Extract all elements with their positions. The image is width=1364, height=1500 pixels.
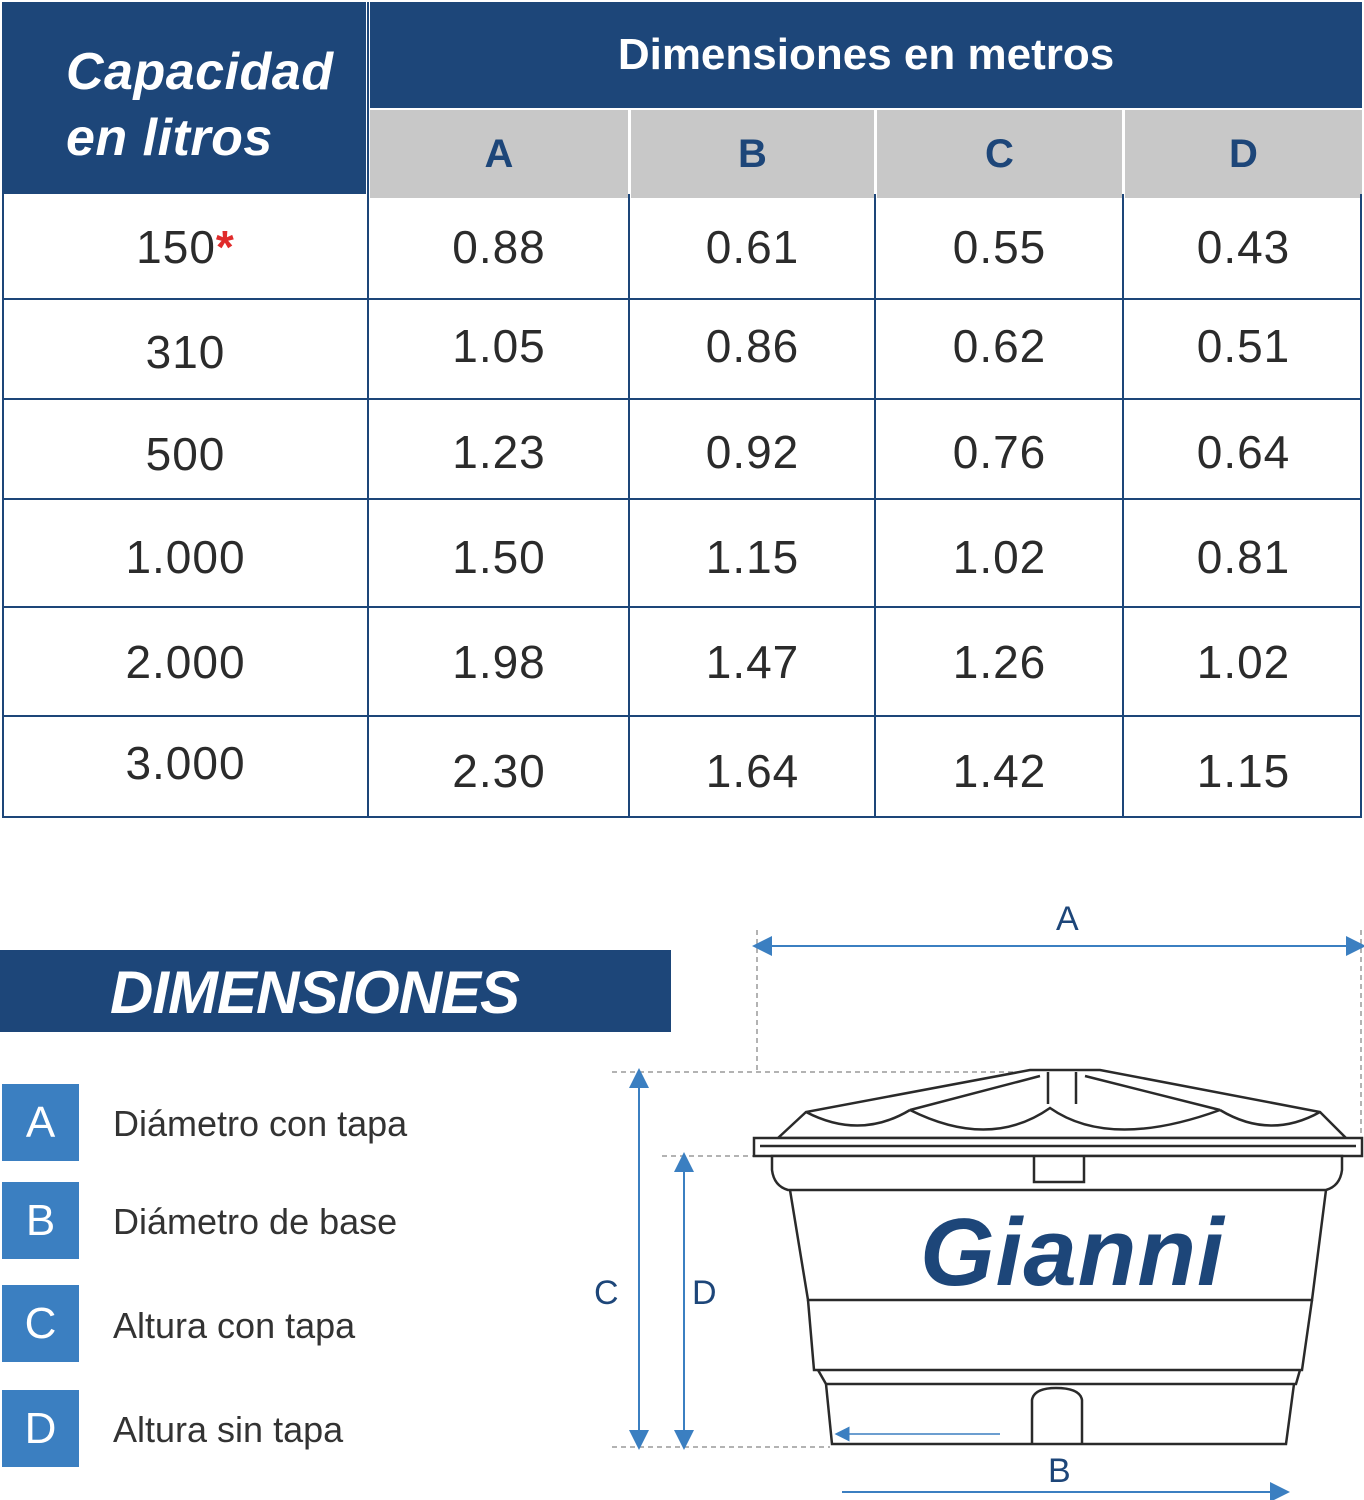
legend-key-c: C bbox=[2, 1285, 79, 1362]
table-cell: 1.15 bbox=[705, 531, 800, 583]
diagram-label-d: D bbox=[692, 1274, 717, 1312]
table-cell: 1.42 bbox=[952, 745, 1047, 797]
footnote-asterisk: * bbox=[215, 221, 235, 273]
table-cell: 0.81 bbox=[1196, 531, 1291, 583]
table-cell-capacity: 1.000 bbox=[125, 531, 246, 583]
table-cell: 1.05 bbox=[452, 320, 546, 372]
dimensions-title: DIMENSIONES bbox=[110, 959, 520, 1026]
table-cell-capacity: 500 bbox=[145, 428, 226, 480]
column-header-b: B bbox=[631, 110, 874, 198]
table-cell: 0.43 bbox=[1196, 221, 1291, 273]
capacity-header-line1: Capacidad bbox=[66, 43, 334, 101]
table-cell: 1.47 bbox=[705, 636, 800, 688]
table-cell: 1.15 bbox=[1196, 745, 1291, 797]
brand-logo-text: Gianni bbox=[920, 1199, 1225, 1306]
table-cell: 0.51 bbox=[1196, 320, 1291, 372]
table-cell: 1.26 bbox=[952, 636, 1047, 688]
diagram-label-c: C bbox=[594, 1274, 619, 1312]
table-cell: 0.76 bbox=[952, 426, 1047, 478]
legend-label-c: Altura con tapa bbox=[113, 1305, 356, 1346]
column-header-a: A bbox=[370, 110, 628, 198]
legend-key-d: D bbox=[2, 1390, 79, 1467]
table-cell: 0.92 bbox=[705, 426, 800, 478]
table-cell: 1.02 bbox=[952, 531, 1047, 583]
legend-label-d: Altura sin tapa bbox=[113, 1409, 344, 1450]
table-cell: 1.50 bbox=[452, 531, 546, 583]
table-cell: 1.98 bbox=[452, 636, 546, 688]
table-cell-capacity: 310 bbox=[145, 326, 226, 378]
diagram-label-b: B bbox=[1048, 1452, 1071, 1490]
diagram-label-a: A bbox=[1056, 900, 1079, 938]
table-cell-capacity: 2.000 bbox=[125, 636, 246, 688]
table-cell: 1.02 bbox=[1196, 636, 1291, 688]
capacity-header-line2: en litros bbox=[66, 109, 273, 167]
table-cell: 1.23 bbox=[452, 426, 546, 478]
table-cell: 0.88 bbox=[452, 221, 546, 273]
table-cell: 1.64 bbox=[705, 745, 800, 797]
legend-label-b: Diámetro de base bbox=[113, 1201, 398, 1242]
dimensions-header: Dimensiones en metros bbox=[370, 2, 1362, 108]
legend-label-a: Diámetro con tapa bbox=[113, 1103, 408, 1144]
table-cell: 0.55 bbox=[952, 221, 1047, 273]
capacity-value: 150 bbox=[136, 221, 216, 273]
table-cell: 2.30 bbox=[452, 745, 546, 797]
table-cell-capacity: 3.000 bbox=[125, 737, 246, 789]
column-header-c: C bbox=[877, 110, 1122, 198]
legend-key-a: A bbox=[2, 1084, 79, 1161]
table-cell: 0.64 bbox=[1196, 426, 1291, 478]
table-cell: 0.61 bbox=[705, 221, 800, 273]
legend-key-b: B bbox=[2, 1182, 79, 1259]
table-cell: 0.62 bbox=[952, 320, 1047, 372]
table-cell: 0.86 bbox=[705, 320, 800, 372]
column-header-d: D bbox=[1125, 110, 1362, 198]
